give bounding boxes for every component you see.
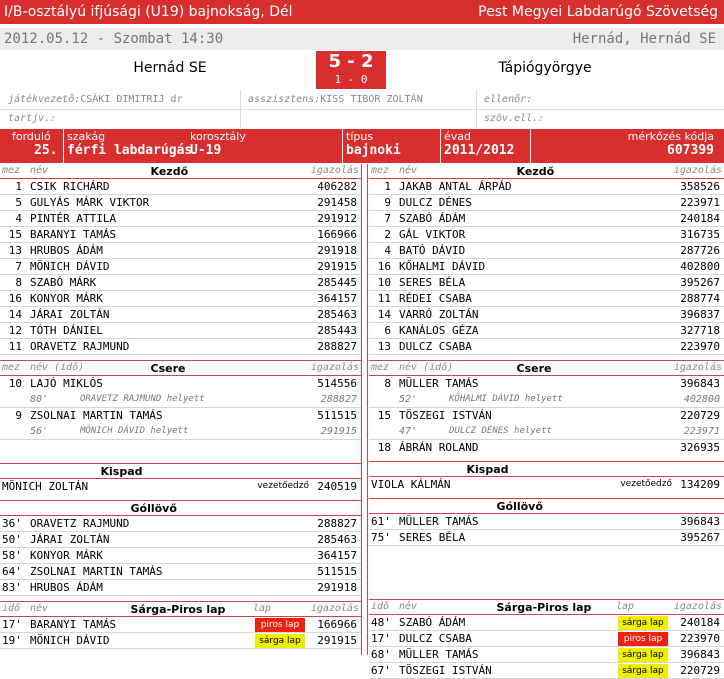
coach-id: 134209 (680, 478, 720, 491)
player-id: 291918 (317, 581, 357, 594)
bench-header (369, 462, 724, 477)
column-label: mez (2, 362, 21, 373)
card-minute: 17' (371, 632, 391, 645)
starting-header (0, 164, 361, 179)
yellow-card-badge: sárga lap (618, 616, 668, 630)
final-score: 5 - 2 (328, 51, 374, 72)
sub-row (0, 408, 361, 424)
player-id: 511515 (317, 409, 357, 422)
column-label: mez (371, 362, 390, 373)
shirt-number: 8 (15, 276, 22, 289)
player-id: 396843 (680, 515, 720, 528)
shirt-number: 12 (8, 324, 22, 337)
section-title: Sárga-Piros lap (496, 601, 592, 614)
shirt-number: 5 (15, 196, 22, 209)
column-label: név (30, 165, 49, 176)
section-title: Kispad (100, 465, 143, 478)
player-name: SZABÓ ÁDÁM (399, 212, 466, 225)
goals-header (369, 499, 724, 514)
age-value: U-19 (190, 143, 222, 158)
player-row (0, 259, 361, 275)
player-name: SZABÓ MÁRK (30, 276, 97, 289)
shirt-number: 7 (384, 212, 391, 225)
match-date: 2012.05.12 - Szombat 14:30 (4, 31, 224, 47)
player-name: ORAVETZ RAJMUND (30, 340, 130, 353)
goal-minute: 58' (2, 549, 22, 562)
column-label: igazolás (310, 603, 359, 614)
column-label: név (idő) (30, 362, 85, 373)
player-id: 291458 (317, 196, 357, 209)
player-id: 402800 (680, 260, 720, 273)
player-id: 288827 (317, 340, 357, 353)
player-name: GULYÁS MÁRK VIKTOR (30, 196, 150, 209)
section-title: Csere (516, 362, 552, 375)
shirt-number: 1 (15, 180, 22, 193)
player-id: 240184 (680, 212, 720, 225)
column-label: név (30, 603, 49, 614)
sub-minute: 56' (30, 426, 49, 437)
coach-id: 240519 (317, 480, 357, 493)
shirt-number: 16 (377, 260, 391, 273)
player-row (369, 275, 724, 291)
player-name: KONYOR MÁRK (30, 549, 103, 562)
bench-header (0, 464, 361, 479)
card-minute: 68' (371, 648, 391, 661)
player-row (369, 259, 724, 275)
shirt-number: 9 (384, 196, 391, 209)
goal-row (369, 514, 724, 530)
match-venue: Hernád, Hernád SE (572, 31, 716, 47)
home-team: Hernád SE (133, 60, 207, 76)
player-row (0, 211, 361, 227)
player-row (369, 291, 724, 307)
player-id: 285443 (317, 324, 357, 337)
player-id: 240184 (680, 616, 720, 629)
section-title: Csere (150, 362, 186, 375)
player-name: JÁRAI ZOLTÁN (30, 533, 110, 546)
player-name: VARRÓ ZOLTÁN (399, 308, 479, 321)
player-id: 364157 (317, 549, 357, 562)
sub-minute: 80' (30, 394, 49, 405)
goal-row (0, 564, 361, 580)
player-name: MÖNICH DÁVID (30, 634, 110, 647)
card-row (0, 617, 361, 633)
player-row (0, 227, 361, 243)
player-name: MÜLLER TAMÁS (399, 377, 479, 390)
player-name: HRUBOS ÁDÁM (30, 581, 103, 594)
match-code-value: 607399 (667, 143, 714, 158)
cards-header (369, 600, 724, 615)
controller: ellenőr: (484, 94, 533, 105)
player-name: JAKAB ANTAL ÁRPÁD (399, 180, 512, 193)
type-value: bajnoki (346, 143, 401, 158)
player-id: 288774 (680, 292, 720, 305)
season-value: 2011/2012 (444, 143, 515, 158)
coach-name: MÖNICH ZOLTÁN (2, 480, 89, 493)
player-name: DULCZ DÉNES (399, 196, 472, 209)
goal-minute: 50' (2, 533, 22, 546)
player-name: SZABÓ ÁDÁM (399, 616, 466, 629)
player-id: 220729 (680, 409, 720, 422)
player-id: 396843 (680, 377, 720, 390)
player-id: 223970 (680, 340, 720, 353)
player-name: JÁRAI ZOLTÁN (30, 308, 110, 321)
player-id: 396843 (680, 648, 720, 661)
sub-row (369, 440, 724, 456)
competition-title: I/B-osztályú ifjúsági (U19) bajnokság, Dél (4, 4, 293, 20)
goal-minute: 83' (2, 581, 22, 594)
goal-row (0, 516, 361, 532)
player-id: 291915 (317, 634, 357, 647)
player-id: 285463 (317, 533, 357, 546)
yellow-card-badge: sárga lap (618, 648, 668, 662)
shirt-number: 14 (377, 308, 391, 321)
player-name: MÖNICH DÁVID (30, 260, 110, 273)
starting-header (369, 164, 724, 179)
player-name: BARANYI TAMÁS (30, 618, 117, 631)
player-row (369, 243, 724, 259)
player-name: PINTÉR ATTILA (30, 212, 117, 225)
replaced-id: 288827 (320, 394, 357, 405)
player-id: 220729 (680, 664, 720, 677)
referee: játékvezető:CSÁKI DIMITRIJ dr (8, 94, 183, 105)
date-bar (0, 28, 724, 50)
player-row (369, 211, 724, 227)
player-id: 514556 (317, 377, 357, 390)
shirt-number: 4 (15, 212, 22, 225)
column-label: idő (2, 603, 21, 614)
column-label: mez (2, 165, 21, 176)
cards-header (0, 602, 361, 617)
card-row (369, 663, 724, 679)
sub-detail-row (369, 392, 724, 408)
player-row (0, 323, 361, 339)
shirt-number: 6 (384, 324, 391, 337)
red-card-badge: piros lap (618, 632, 668, 646)
away-team: Tápiógyörgye (498, 60, 592, 76)
sub-note: ORAVETZ RAJMUND helyett (80, 394, 205, 404)
player-id: 364157 (317, 292, 357, 305)
sub-row (0, 376, 361, 392)
player-name: TÖSZEGI ISTVÁN (399, 664, 492, 677)
card-minute: 17' (2, 618, 22, 631)
player-row (369, 307, 724, 323)
shirt-number: 4 (384, 244, 391, 257)
player-name: DULCZ CSABA (399, 632, 472, 645)
player-id: 291918 (317, 244, 357, 257)
shirt-number: 11 (8, 340, 22, 353)
goal-row (369, 530, 724, 546)
red-card-badge: piros lap (255, 618, 305, 632)
coach-name: VIOLA KÁLMÁN (371, 478, 451, 491)
goal-minute: 64' (2, 565, 22, 578)
replaced-id: 291915 (320, 426, 357, 437)
yellow-card-badge: sárga lap (618, 664, 668, 678)
player-name: CSIK RICHÁRD (30, 180, 110, 193)
column-label: igazolás (673, 165, 722, 176)
player-row (0, 243, 361, 259)
shirt-number: 10 (8, 377, 22, 390)
subs-header (369, 361, 724, 376)
player-id: 395267 (680, 276, 720, 289)
replaced-id: 223971 (683, 426, 720, 437)
column-label: név (idő) (399, 362, 454, 373)
goal-row (0, 532, 361, 548)
goal-row (0, 548, 361, 564)
section-title: Kispad (466, 463, 509, 476)
player-id: 316735 (680, 228, 720, 241)
szovell: szöv.ell.: (484, 113, 545, 124)
column-label: név (399, 165, 418, 176)
column-label: mez (371, 165, 390, 176)
scoreboard (316, 51, 386, 89)
player-name: KANÁLOS GÉZA (399, 324, 479, 337)
sub-row (369, 408, 724, 424)
player-row (0, 275, 361, 291)
player-name: SERES BÉLA (399, 531, 466, 544)
section-title: Kezdő (150, 165, 189, 178)
player-id: 285445 (317, 276, 357, 289)
shirt-number: 1 (384, 180, 391, 193)
card-row (369, 615, 724, 631)
round-value: 25. (34, 143, 58, 158)
goal-minute: 75' (371, 531, 391, 544)
player-name: RÉDEI CSABA (399, 292, 472, 305)
coach-role: vezetőedző (620, 479, 672, 489)
goal-minute: 61' (371, 515, 391, 528)
player-name: GÁL VIKTOR (399, 228, 466, 241)
card-row (369, 647, 724, 663)
player-row (0, 195, 361, 211)
replaced-id: 402800 (683, 394, 720, 405)
tartjv: tartjv.: (8, 113, 57, 124)
player-id: 358526 (680, 180, 720, 193)
player-row (369, 323, 724, 339)
player-name: LAJÓ MIKLÓS (30, 377, 103, 390)
player-name: TÓTH DÁNIEL (30, 324, 103, 337)
section-title: Kezdő (516, 165, 555, 178)
assistants: asszisztens:KISS TIBOR ZOLTÁN (248, 94, 423, 105)
shirt-number: 13 (8, 244, 22, 257)
shirt-number: 13 (377, 340, 391, 353)
player-row (0, 307, 361, 323)
player-name: BATÓ DÁVID (399, 244, 466, 257)
section-title: Góllövő (130, 502, 177, 515)
sub-note: DULCZ DÉNES helyett (449, 426, 552, 436)
player-id: 511515 (317, 565, 357, 578)
sub-note: MÖNICH DÁVID helyett (80, 426, 189, 436)
subs-header (0, 361, 361, 376)
column-label: igazolás (673, 362, 722, 373)
player-id: 285463 (317, 308, 357, 321)
player-id: 327718 (680, 324, 720, 337)
card-minute: 48' (371, 616, 391, 629)
player-name: MÜLLER TAMÁS (399, 648, 479, 661)
spacer (0, 440, 361, 464)
card-row (0, 633, 361, 649)
player-row (0, 291, 361, 307)
player-name: ÁBRÁN ROLAND (399, 441, 479, 454)
player-id: 223971 (680, 196, 720, 209)
shirt-number: 15 (377, 409, 391, 422)
column-label: igazolás (673, 601, 722, 612)
federation-name: Pest Megyei Labdarúgó Szövetség (478, 4, 718, 20)
header-bar (0, 0, 724, 24)
player-id: 291912 (317, 212, 357, 225)
player-row (369, 195, 724, 211)
branch-value: férfi labdarúgás (67, 143, 193, 158)
player-id: 326935 (680, 441, 720, 454)
coach-row (0, 479, 361, 495)
player-id: 406282 (317, 180, 357, 193)
goal-row (0, 580, 361, 596)
player-row (0, 179, 361, 195)
player-id: 287726 (680, 244, 720, 257)
player-id: 291915 (317, 260, 357, 273)
player-name: DULCZ CSABA (399, 340, 472, 353)
shirt-number: 15 (8, 228, 22, 241)
column-label: név (399, 601, 418, 612)
column-label: igazolás (310, 165, 359, 176)
player-id: 288827 (317, 517, 357, 530)
section-title: Góllövő (496, 500, 543, 513)
player-name: MÜLLER TAMÁS (399, 515, 479, 528)
sub-minute: 52' (399, 394, 418, 405)
column-label: lap (615, 601, 634, 612)
sub-detail-row (369, 424, 724, 440)
player-id: 223970 (680, 632, 720, 645)
halftime-score: 1 - 0 (334, 73, 368, 86)
player-row (369, 179, 724, 195)
sub-detail-row (0, 424, 361, 440)
shirt-number: 14 (8, 308, 22, 321)
player-id: 396837 (680, 308, 720, 321)
sub-note: KŐHALMI DÁVID helyett (449, 394, 563, 404)
player-name: ORAVETZ RAJMUND (30, 517, 130, 530)
info-bar: forduló 25. szakág férfi labdarúgás korosztály U-19 típus bajnoki évad 2011/2012 mérkőzés kódja 607399 (0, 129, 724, 163)
coach-role: vezetőedző (257, 481, 309, 491)
card-minute: 67' (371, 664, 391, 677)
sub-detail-row (0, 392, 361, 408)
player-row (369, 227, 724, 243)
player-name: HRUBOS ÁDÁM (30, 244, 103, 257)
shirt-number: 18 (377, 441, 391, 454)
sub-minute: 47' (399, 426, 418, 437)
player-name: ZSOLNAI MARTIN TAMÁS (30, 565, 163, 578)
card-minute: 19' (2, 634, 22, 647)
player-name: KŐHALMI DÁVID (399, 260, 486, 273)
section-title: Sárga-Piros lap (130, 603, 226, 616)
sub-row (369, 376, 724, 392)
shirt-number: 9 (15, 409, 22, 422)
shirt-number: 2 (384, 228, 391, 241)
player-name: BARANYI TAMÁS (30, 228, 117, 241)
player-name: TÖSZEGI ISTVÁN (399, 409, 492, 422)
player-row (0, 339, 361, 355)
spacer (369, 546, 724, 600)
player-id: 166966 (317, 618, 357, 631)
player-name: SERES BÉLA (399, 276, 466, 289)
shirt-number: 16 (8, 292, 22, 305)
shirt-number: 10 (377, 276, 391, 289)
shirt-number: 7 (15, 260, 22, 273)
yellow-card-badge: sárga lap (255, 634, 305, 648)
goals-header (0, 501, 361, 516)
coach-row (369, 477, 724, 493)
goal-minute: 36' (2, 517, 22, 530)
column-label: idő (371, 601, 390, 612)
player-name: ZSOLNAI MARTIN TAMÁS (30, 409, 163, 422)
column-label: lap (252, 603, 271, 614)
column-label: igazolás (310, 362, 359, 373)
shirt-number: 11 (377, 292, 391, 305)
player-row (369, 339, 724, 355)
player-id: 166966 (317, 228, 357, 241)
player-name: KONYOR MÁRK (30, 292, 103, 305)
player-id: 395267 (680, 531, 720, 544)
shirt-number: 8 (384, 377, 391, 390)
card-row (369, 631, 724, 647)
